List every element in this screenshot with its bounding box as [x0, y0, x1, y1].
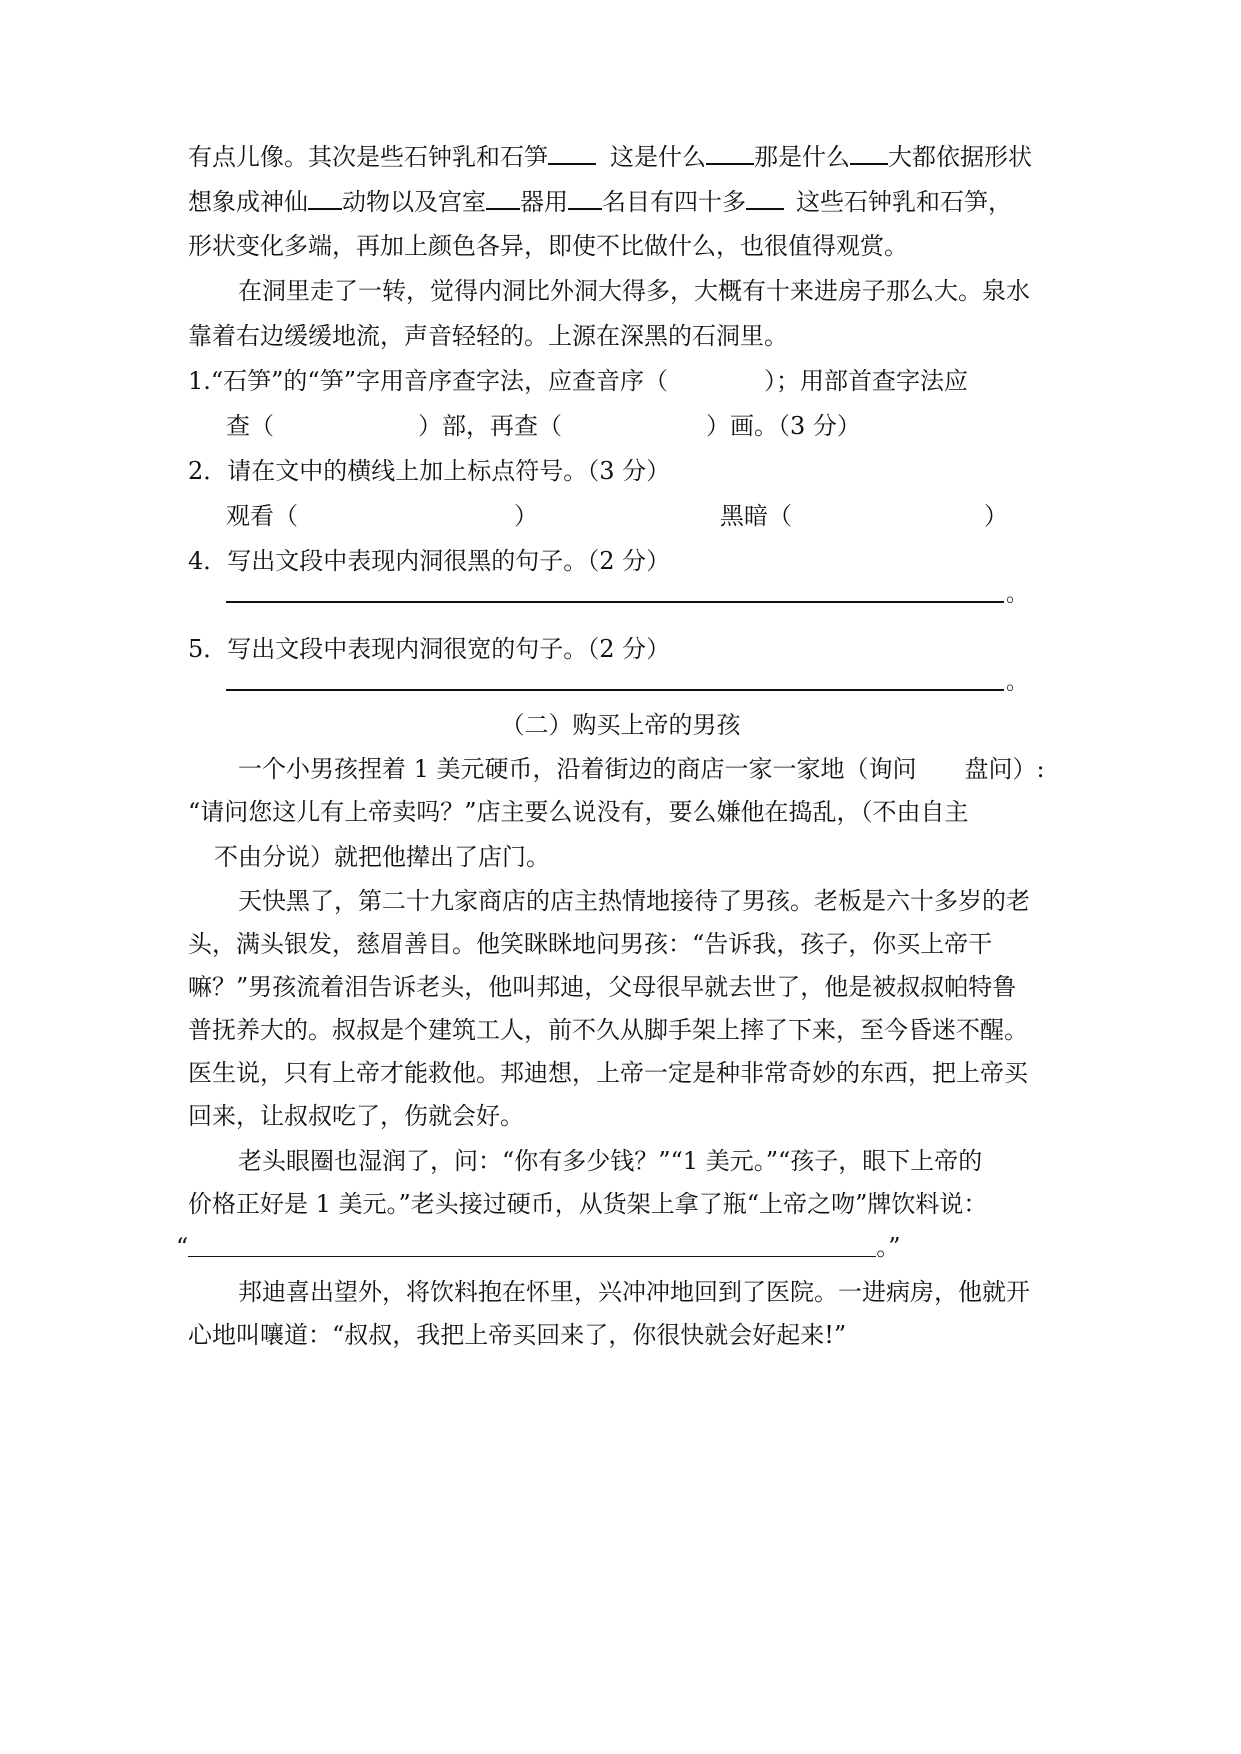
answer-blank[interactable]: [188, 1240, 876, 1257]
story-title: （二）购买上帝的男孩: [500, 711, 741, 739]
question-5: 5．写出文段中表现内洞很宽的句子。（2 分）: [188, 635, 671, 663]
answer-line[interactable]: [226, 689, 1004, 691]
story-line: 价格正好是 1 美元。”老头接过硬币，从货架上拿了瓶“上帝之吻”牌饮料说：: [188, 1190, 988, 1218]
story-line: 头，满头银发，慈眉善目。他笑眯眯地问男孩：“告诉我，孩子，你买上帝干: [188, 930, 993, 958]
story-line: 老头眼圈也湿润了，问：“你有多少钱？”“1 美元。”“孩子，眼下上帝的: [238, 1147, 983, 1175]
story-line: 心地叫嚷道：“叔叔，我把上帝买回来了，你很快就会好起来!”: [188, 1321, 847, 1349]
story-line: 不由分说）就把他撵出了店门。: [214, 843, 550, 871]
question-3-item-b: 黑暗（ ）: [720, 502, 1008, 530]
story-line: 医生说，只有上帝才能救他。邦迪想，上帝一定是种非常奇妙的东西，把上帝买: [188, 1059, 1028, 1087]
text: 那是什么: [754, 143, 850, 171]
question-1: 1.“石笋”的“笋”字用音序查字法，应查音序（ ）；用部首查字法应: [188, 367, 968, 395]
question-1-cont: 查（ ）部，再查（ ）画。（3 分）: [226, 412, 861, 440]
punctuation-blank[interactable]: [568, 186, 602, 210]
question-3-item-a: 观看（ ）: [226, 502, 538, 530]
question-4: 4．写出文段中表现内洞很黑的句子。（2 分）: [188, 547, 671, 575]
text: 这些石钟乳和石笋，: [796, 188, 1012, 216]
text: 这是什么: [610, 143, 706, 171]
punctuation-blank[interactable]: [850, 141, 888, 165]
story-quote-line: [176, 1232, 901, 1262]
text: 有点儿像。其次是些石钟乳和石笋: [188, 143, 548, 171]
passage-line: [188, 186, 1012, 217]
story-line: 邦迪喜出望外，将饮料抱在怀里，兴冲冲地回到了医院。一进病房，他就开: [238, 1278, 1030, 1306]
text: 名目有四十多: [602, 188, 746, 216]
punctuation-blank[interactable]: [706, 141, 754, 165]
passage-line: 靠着右边缓缓地流，声音轻轻的。上源在深黑的石洞里。: [188, 322, 788, 350]
story-line: “请问您这儿有上帝卖吗？”店主要么说没有，要么嫌他在捣乱，（不由自主: [188, 798, 969, 826]
punctuation-blank[interactable]: [486, 186, 520, 210]
punctuation-blank[interactable]: [746, 186, 784, 210]
text: 器用: [520, 188, 568, 216]
story-line: 普抚养大的。叔叔是个建筑工人，前不久从脚手架上摔了下来，至今昏迷不醒。: [188, 1016, 1028, 1044]
close-quote: 。”: [876, 1233, 901, 1261]
text: 想象成神仙: [188, 188, 308, 216]
text: 大都依据形状: [888, 143, 1032, 171]
passage-line: [188, 141, 1032, 172]
text: 动物以及宫室: [342, 188, 486, 216]
story-line: 回来，让叔叔吃了，伤就会好。: [188, 1102, 524, 1130]
punctuation-blank[interactable]: [548, 141, 596, 165]
passage-line: 在洞里走了一转，觉得内洞比外洞大得多，大概有十来进房子那么大。泉水: [238, 277, 1030, 305]
answer-period: 。: [1006, 582, 1029, 607]
story-line: 一个小男孩捏着 1 美元硬币，沿着街边的商店一家一家地（询问 盘问）:: [238, 755, 1045, 783]
answer-period: 。: [1006, 670, 1029, 695]
passage-line: 形状变化多端，再加上颜色各异，即使不比做什么，也很值得观赏。: [188, 232, 908, 260]
story-line: 天快黑了，第二十九家商店的店主热情地接待了男孩。老板是六十多岁的老: [238, 887, 1030, 915]
story-line: 嘛？”男孩流着泪告诉老头，他叫邦迪，父母很早就去世了，他是被叔叔帕特鲁: [188, 973, 1017, 1001]
open-quote: “: [176, 1233, 189, 1261]
punctuation-blank[interactable]: [308, 186, 342, 210]
question-2: 2．请在文中的横线上加上标点符号。（3 分）: [188, 457, 671, 485]
answer-line[interactable]: [226, 601, 1004, 603]
